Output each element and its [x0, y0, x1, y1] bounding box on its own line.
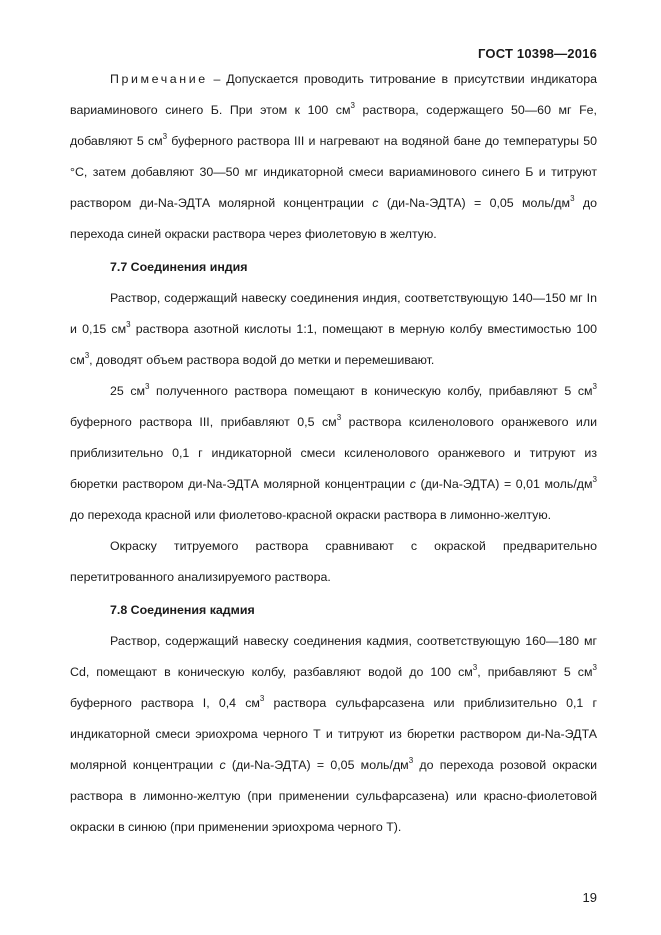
- body-text: до перехода красной или фиолетово-красной окраски раствора в лимонно-желтую.: [70, 507, 552, 522]
- superscript: 3: [570, 193, 575, 203]
- superscript: 3: [408, 755, 414, 765]
- superscript: 3: [162, 131, 168, 141]
- superscript: 3: [592, 474, 597, 484]
- superscript: 3: [145, 381, 150, 391]
- body-text: (ди-Na-ЭДТА) = 0,01 моль/дм: [415, 476, 593, 491]
- body-text: (ди-Na-ЭДТА) = 0,05 моль/дм: [225, 757, 409, 772]
- superscript: 3: [336, 412, 342, 422]
- body-text: раствора ксиленолового оранжевого или приблизительно 0,1 г индикаторной смеси ксиленолового оранжевого и титруют из бюретки раствором ди-Na-ЭДТА молярной концентрации: [70, 414, 597, 491]
- superscript: 3: [84, 351, 90, 361]
- body-text: буферного раствора III, прибавляют 0,5 см: [70, 414, 337, 429]
- cadmium-paragraph-1: [70, 626, 597, 842]
- concentration-variable: c: [372, 195, 379, 210]
- indium-paragraph-3: Окраску титруемого раствора сравнивают с окраской предварительно перетитрованного анализируемого раствора.: [70, 538, 597, 584]
- superscript: 3: [472, 663, 478, 673]
- superscript: 3: [126, 320, 131, 330]
- page-number: 19: [582, 890, 597, 905]
- body-text: полученного раствора помещают в коническую колбу, прибавляют 5 см: [149, 384, 593, 399]
- body-text: 25 см: [110, 384, 146, 399]
- body-text: Раствор, содержащий навеску соединения кадмия, соответствующую 160—180 мг Cd, помещают в коническую колбу, разбавляют водой до 100 см: [70, 634, 597, 680]
- note-label: Примечание: [110, 72, 208, 86]
- superscript: 3: [259, 694, 265, 703]
- note-text: – Допускается проводить титрование в присутствии индикатора вариаминового синего Б. При этом к 100 см: [70, 72, 597, 117]
- indium-paragraph-1: [70, 283, 597, 376]
- superscript: 3: [592, 663, 597, 673]
- concentration-variable: c: [219, 757, 226, 772]
- body-text: раствора азотной кислоты 1:1, помещают в мерную колбу вместимостью 100 см: [70, 322, 597, 368]
- body-text: буферного раствора I, 0,4 см: [70, 696, 260, 711]
- body-text: до перехода розовой окраски раствора в лимонно-желтую (при применении сульфарсазена) или красно-фиолетовой окраски в синюю (при применении эриохрома черного Т).: [70, 757, 598, 834]
- body-text: , прибавляют 5 см: [477, 665, 593, 680]
- body-text: Раствор, содержащий навеску соединения индия, соответствующую 140—150 мг In и 0,15 см: [70, 291, 597, 337]
- superscript: 3: [350, 100, 355, 110]
- note-paragraph: [70, 64, 597, 249]
- section-heading-7-7: 7.7 Соединения индия: [110, 260, 248, 275]
- note-text: до перехода синей окраски раствора через фиолетовую в желтую.: [70, 195, 597, 241]
- note-text: (ди-Na-ЭДТА) = 0,05 моль/дм: [378, 195, 571, 210]
- superscript: 3: [592, 381, 597, 391]
- concentration-variable: c: [409, 476, 416, 491]
- note-text: буферного раствора III и нагревают на водяной бане до температуры 50 °C, затем добавляют 30—50 мг индикаторной смеси вариаминового синего Б и титруют раствором ди-Na-ЭДТА молярной концентрации: [70, 133, 597, 210]
- page-content: [70, 64, 597, 843]
- body-text: , доводят объем раствора водой до метки и перемешивают.: [89, 353, 435, 368]
- body-text: раствора сульфарсазена или приблизительно 0,1 г индикаторной смеси эриохрома черного Т и титруют из бюретки раствором ди-Na-ЭДТА молярной концентрации: [70, 696, 597, 772]
- section-heading-7-8: 7.8 Соединения кадмия: [110, 603, 255, 618]
- note-text: раствора, содержащего 50—60 мг Fe, добавляют 5 см: [70, 102, 597, 148]
- indium-paragraph-2: [70, 376, 597, 531]
- standard-header: ГОСТ 10398—2016: [478, 46, 597, 61]
